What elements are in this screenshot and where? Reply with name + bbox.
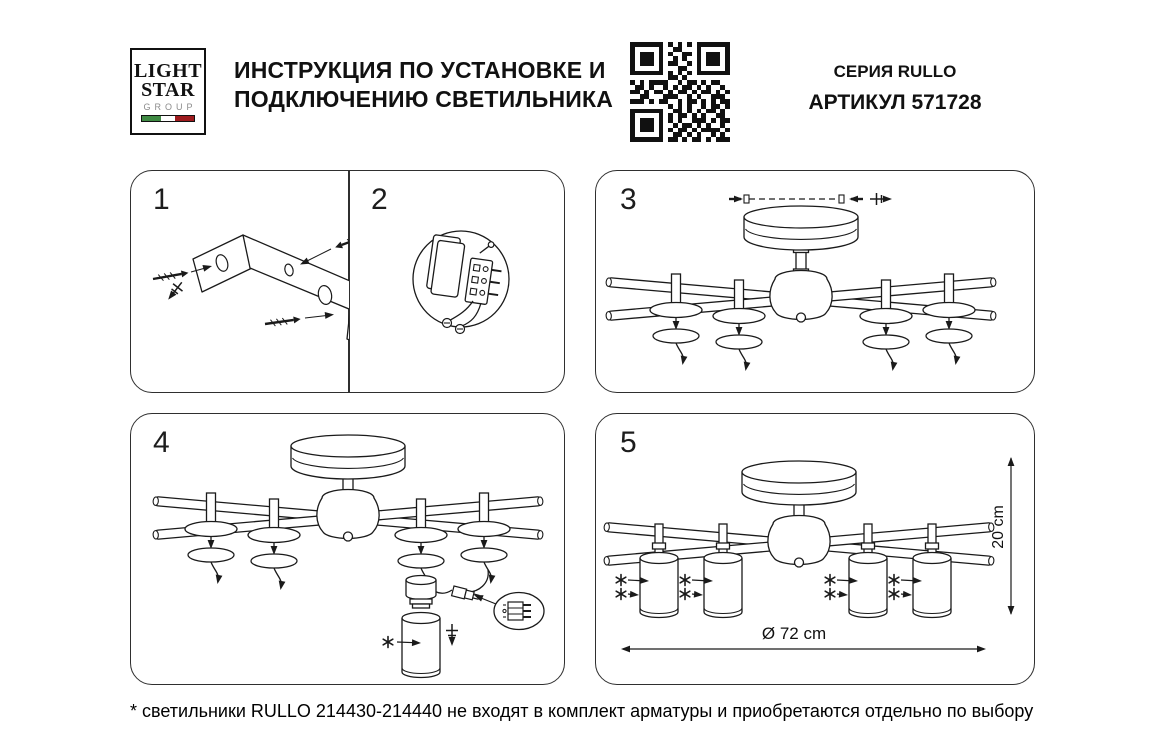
panel3-fixture-drawing (596, 171, 1036, 394)
panel-box-3 (595, 170, 1035, 393)
panel-box-1-2 (130, 170, 565, 393)
logo-star: STAR (141, 78, 195, 101)
panel4-assembly-drawing (131, 414, 566, 686)
page-title (234, 56, 613, 114)
series-label: СЕРИЯ RULLO (833, 62, 957, 81)
article-label: АРТИКУЛ 571728 (808, 91, 982, 114)
panel-number-5: 5 (620, 426, 637, 459)
panel-box-5 (595, 413, 1035, 685)
title-line2: ПОДКЛЮЧЕНИЮ СВЕТИЛЬНИКА (234, 86, 614, 112)
dimension-height-label: 20 cm (990, 505, 1007, 549)
panel-number-4: 4 (153, 426, 170, 459)
title-line1: ИНСТРУКЦИЯ ПО УСТАНОВКЕ И (234, 57, 606, 83)
dimension-diameter-label: Ø 72 cm (761, 624, 827, 643)
series-article-block (795, 62, 995, 115)
lightstar-logo (130, 48, 206, 135)
logo-group: GROUP (143, 101, 197, 112)
panel1-bracket-drawing (131, 171, 349, 394)
qr-code (630, 42, 730, 142)
panel5-final-drawing (596, 414, 1036, 686)
footnote: * светильники RULLO 214430-214440 не входят в комплект арматуры и приобретаются отдельно по выбору (130, 701, 1034, 721)
panel2-wiring-drawing (349, 171, 566, 394)
panel-number-1: 1 (153, 183, 170, 216)
panel-box-4 (130, 413, 565, 685)
panel-number-2: 2 (371, 183, 388, 216)
logo-light: LIGHT (133, 59, 203, 82)
panel-number-3: 3 (620, 183, 637, 216)
italy-flag-icon (141, 115, 195, 122)
